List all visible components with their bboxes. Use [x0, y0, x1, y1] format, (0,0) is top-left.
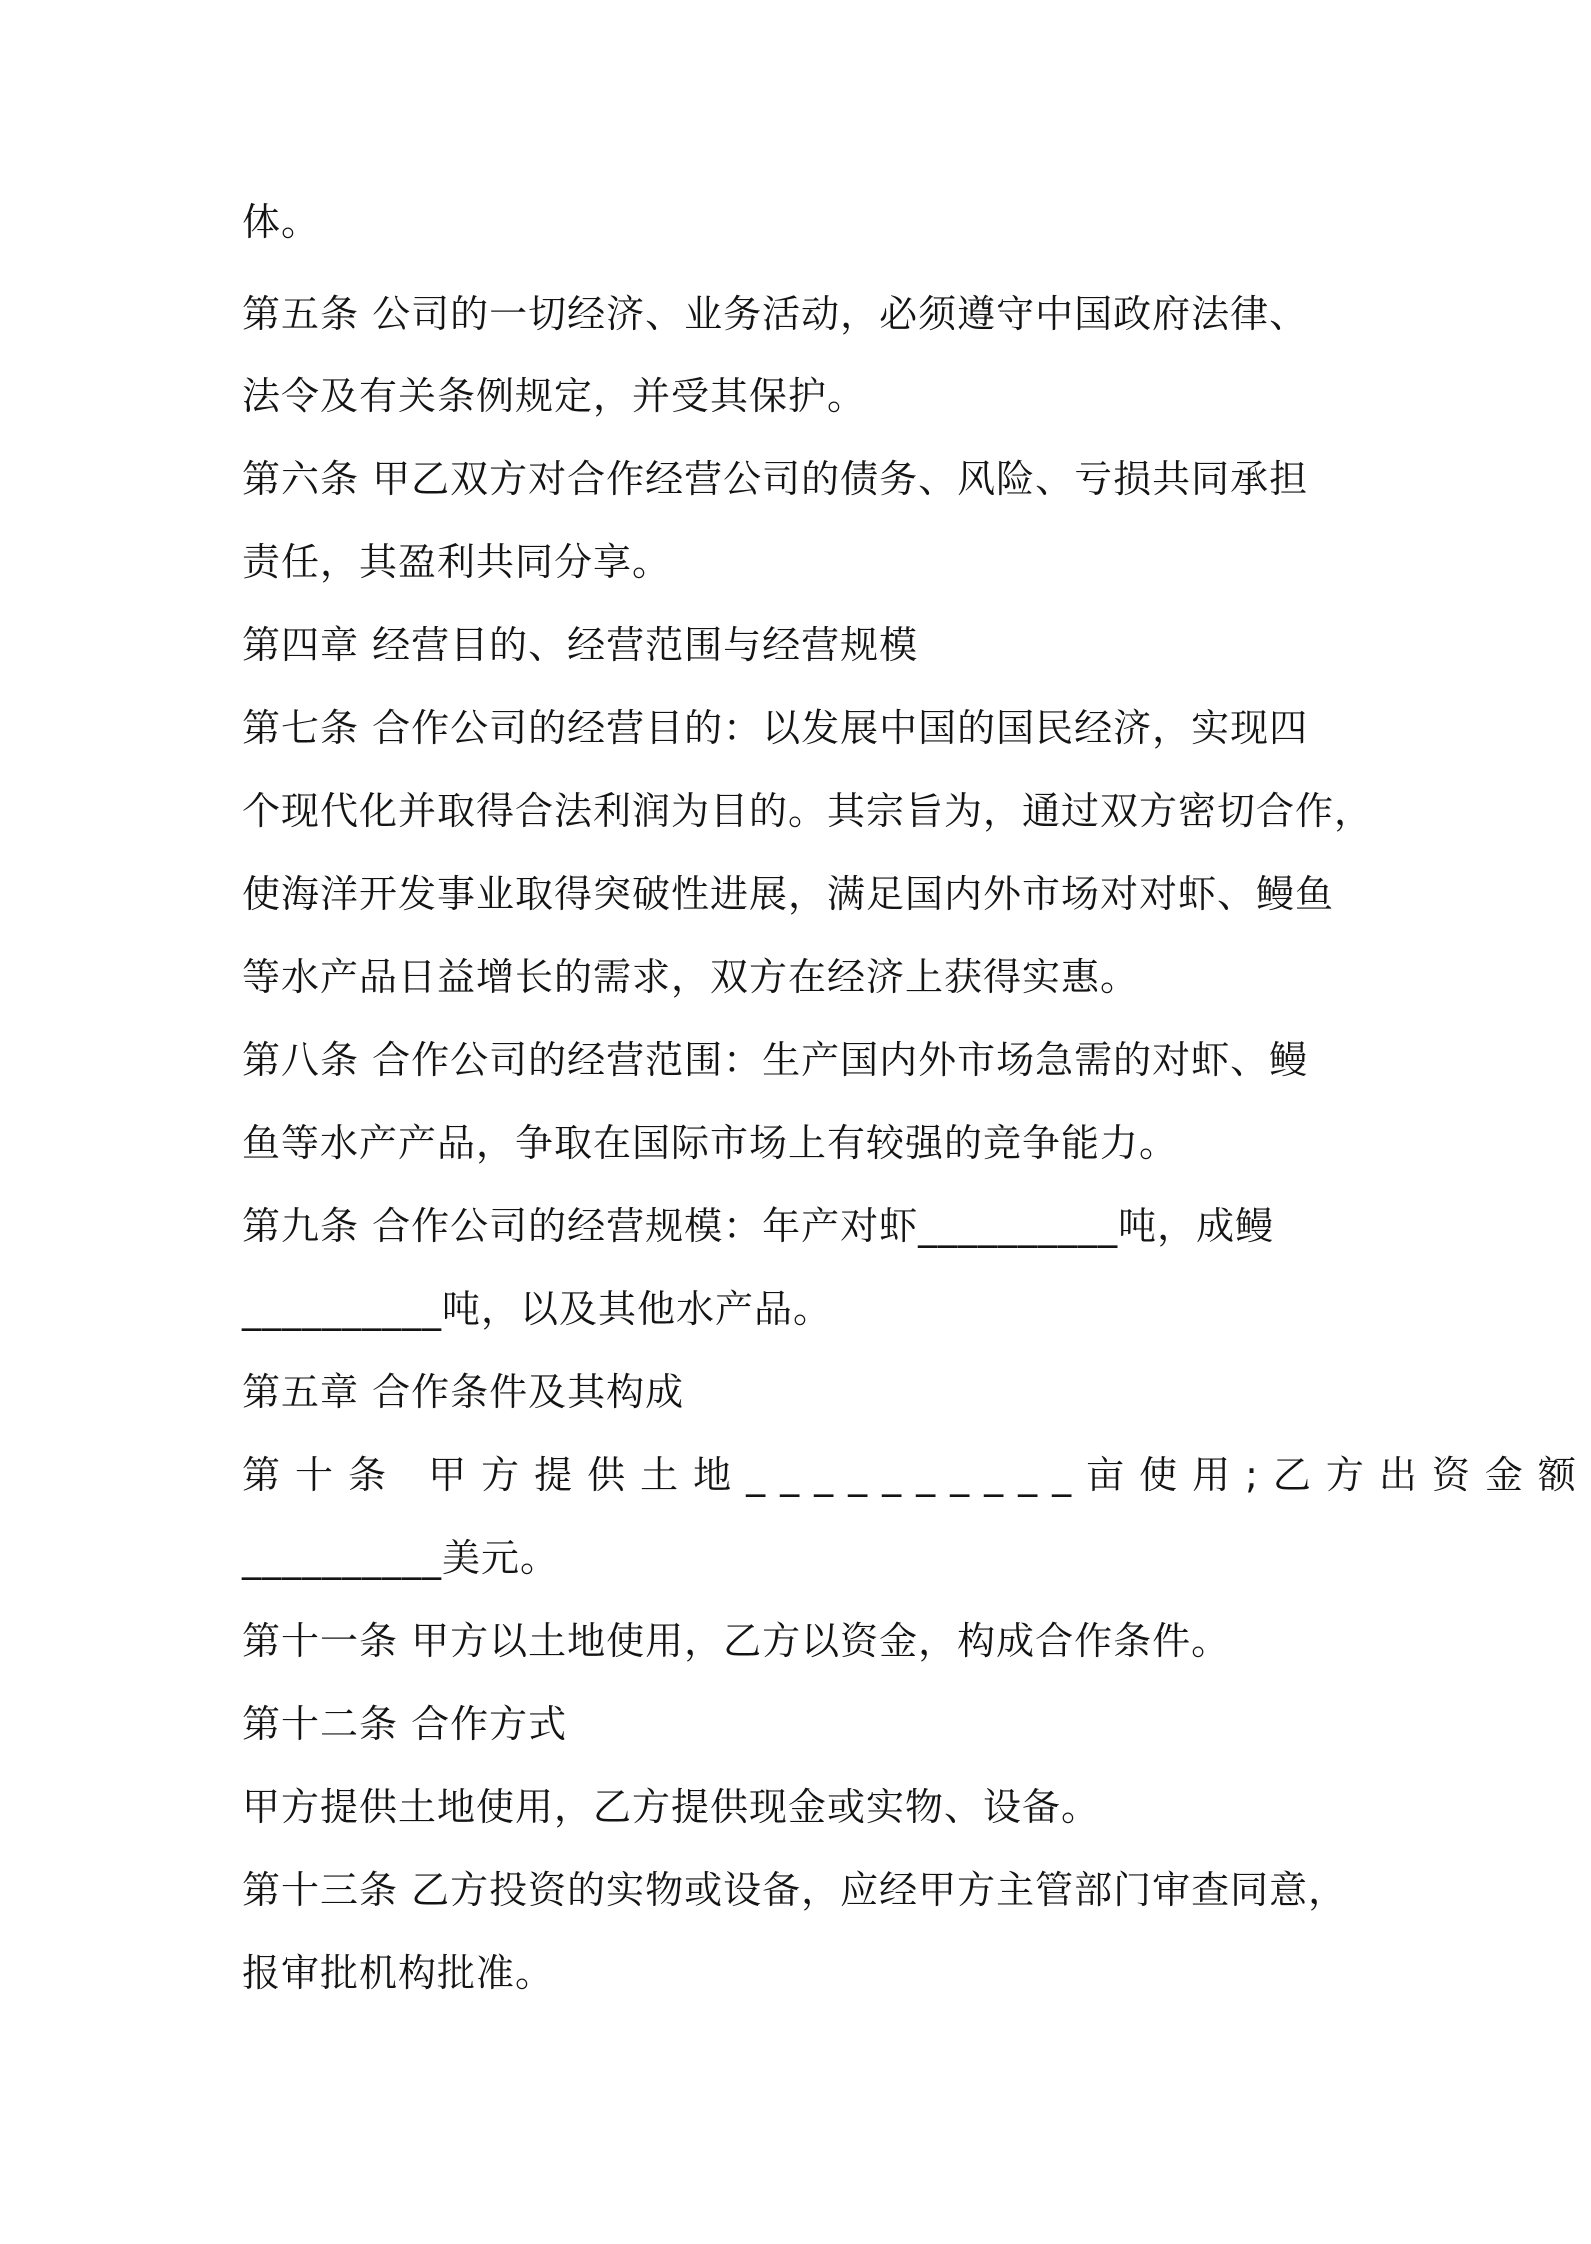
article-8-line-1: 第八条 合作公司的经营范围：生产国内外市场急需的对虾、鳗 [242, 1038, 1309, 1082]
chapter-5-heading: 第五章 合作条件及其构成 [242, 1370, 685, 1414]
text-line-1: 体。 [242, 200, 321, 244]
article-11-line: 第十一条 甲方以土地使用，乙方以资金，构成合作条件。 [242, 1619, 1231, 1663]
article-9-line-1: 第九条 合作公司的经营规模：年产对虾__________吨，成鳗 [242, 1204, 1275, 1248]
article-10-line-2: __________美元。 [242, 1536, 560, 1580]
article-12-line: 甲方提供土地使用，乙方提供现金或实物、设备。 [242, 1785, 1101, 1829]
article-13-line-1: 第十三条 乙方投资的实物或设备，应经甲方主管部门审查同意， [242, 1868, 1348, 1912]
article-7-line-3: 使海洋开发事业取得突破性进展，满足国内外市场对对虾、鳗鱼 [242, 872, 1335, 916]
article-6-line-2: 责任，其盈利共同分享。 [242, 540, 672, 584]
article-5-line-1: 第五条 公司的一切经济、业务活动，必须遵守中国政府法律、 [242, 292, 1309, 336]
article-7-line-2: 个现代化并取得合法利润为目的。其宗旨为，通过双方密切合作， [242, 789, 1374, 833]
article-8-line-2: 鱼等水产产品，争取在国际市场上有较强的竞争能力。 [242, 1121, 1179, 1165]
chapter-4-heading: 第四章 经营目的、经营范围与经营规模 [242, 623, 919, 667]
article-7-line-4: 等水产品日益增长的需求，双方在经济上获得实惠。 [242, 955, 1140, 999]
article-5-line-2: 法令及有关条例规定，并受其保护。 [242, 374, 867, 418]
article-13-line-2: 报审批机构批准。 [242, 1951, 555, 1995]
article-10-line-1: 第十条 甲方提供土地__________亩使用;乙方出资金额 [242, 1453, 1591, 1497]
article-12-heading: 第十二条 合作方式 [242, 1702, 568, 1746]
article-9-line-2: __________吨，以及其他水产品。 [242, 1287, 833, 1331]
article-7-line-1: 第七条 合作公司的经营目的：以发展中国的国民经济，实现四 [242, 706, 1309, 750]
article-6-line-1: 第六条 甲乙双方对合作经营公司的债务、风险、亏损共同承担 [242, 457, 1309, 501]
